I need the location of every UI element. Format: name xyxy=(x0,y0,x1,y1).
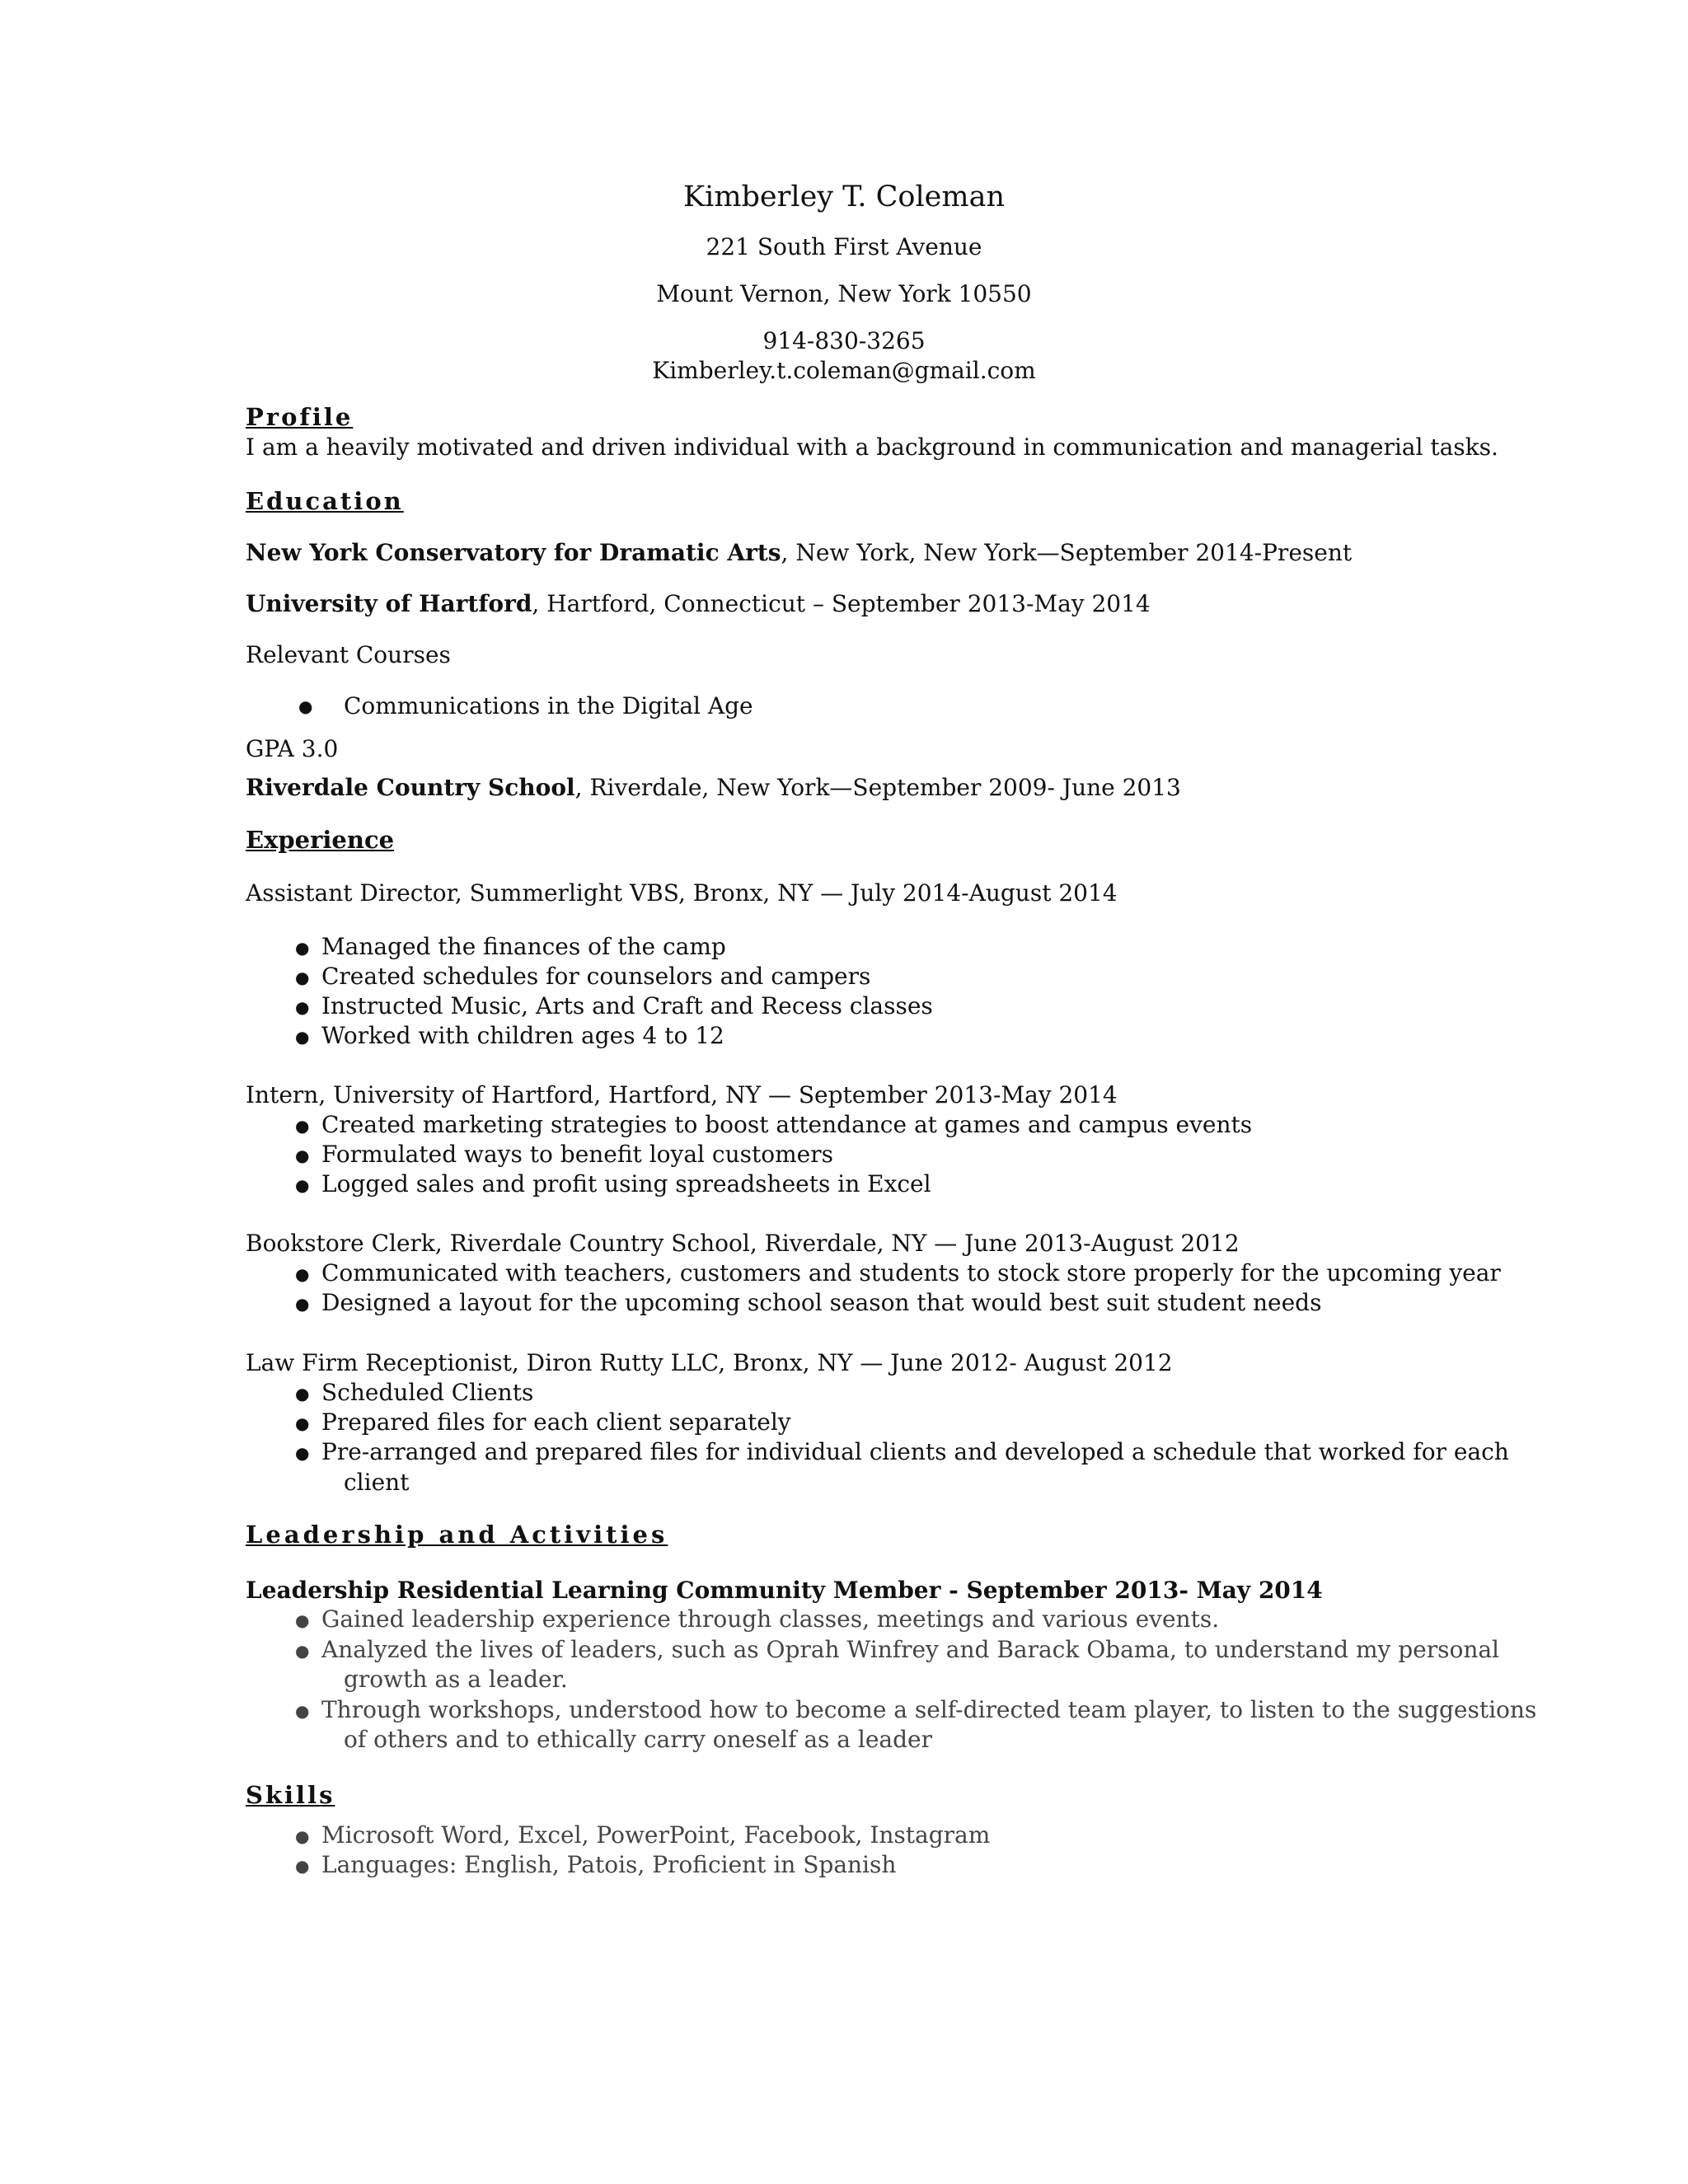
section-heading-profile: Profile xyxy=(246,403,354,431)
address-line-2: Mount Vernon, New York 10550 xyxy=(656,280,1032,307)
job-duty: Formulated ways to benefit loyal customers xyxy=(321,1141,833,1168)
job-duty: Pre-arranged and prepared files for individual clients and developed a schedule that worked for each xyxy=(321,1438,1509,1465)
section-heading-education: Education xyxy=(246,487,404,515)
section-heading-skills: Skills xyxy=(246,1781,335,1809)
school-details: , New York, New York—September 2014-Present xyxy=(781,539,1353,566)
job-duty-continuation: client xyxy=(344,1469,410,1496)
school-name: New York Conservatory for Dramatic Arts xyxy=(246,539,781,566)
bullet-dot: ● xyxy=(295,997,310,1017)
job-title-line: Law Firm Receptionist, Diron Rutty LLC, Bronx, NY — June 2012- August 2012 xyxy=(246,1349,1173,1376)
bullet-dot: ● xyxy=(295,1641,310,1661)
bullet-dot: ● xyxy=(298,696,313,716)
bullet-dot: ● xyxy=(295,1413,310,1433)
leadership-item: Analyzed the lives of leaders, such as Oprah Winfrey and Barack Obama, to understand my personal xyxy=(321,1636,1500,1663)
job-duty: Prepared files for each client separately xyxy=(321,1408,791,1436)
leadership-item: Gained leadership experience through classes, meetings and various events. xyxy=(321,1605,1220,1633)
phone: 914-830-3265 xyxy=(762,327,926,354)
job-title-line: Assistant Director, Summerlight VBS, Bronx, NY — July 2014-August 2014 xyxy=(246,879,1118,907)
leadership-item: Through workshops, understood how to become a self-directed team player, to listen to the suggestions xyxy=(321,1696,1537,1723)
leadership-item-continuation: of others and to ethically carry oneself as a leader xyxy=(344,1726,932,1753)
job-duty: Managed the finances of the camp xyxy=(321,933,726,960)
bullet-dot: ● xyxy=(295,1027,310,1047)
bullet-dot: ● xyxy=(295,1175,310,1195)
course-item: Communications in the Digital Age xyxy=(344,692,753,719)
bullet-dot: ● xyxy=(295,1443,310,1463)
bullet-dot: ● xyxy=(295,1116,310,1136)
leadership-item-continuation: growth as a leader. xyxy=(344,1666,568,1693)
skill-item: Microsoft Word, Excel, PowerPoint, Facebook, Instagram xyxy=(321,1821,991,1849)
section-heading-experience: Experience xyxy=(246,826,395,854)
job-duty: Worked with children ages 4 to 12 xyxy=(321,1022,724,1049)
leadership-role-title: Leadership Residential Learning Community Member - September 2013- May 2014 xyxy=(246,1577,1323,1604)
candidate-name: Kimberley T. Coleman xyxy=(683,180,1005,213)
education-entry-1 xyxy=(246,541,1352,565)
job-duty: Scheduled Clients xyxy=(321,1379,534,1406)
school-name: Riverdale Country School xyxy=(246,774,575,801)
job-duty: Created marketing strategies to boost attendance at games and campus events xyxy=(321,1111,1253,1138)
job-title-line: Intern, University of Hartford, Hartford, NY — September 2013-May 2014 xyxy=(246,1081,1118,1108)
leadership-role xyxy=(246,1579,1323,1602)
school-name: University of Hartford xyxy=(246,590,532,617)
bullet-dot: ● xyxy=(295,1294,310,1314)
job-title-line: Bookstore Clerk, Riverdale Country School, Riverdale, NY — June 2013-August 2012 xyxy=(246,1230,1240,1257)
bullet-dot: ● xyxy=(295,1264,310,1284)
bullet-dot: ● xyxy=(295,1701,310,1721)
address-line-1: 221 South First Avenue xyxy=(706,233,982,260)
education-entry-3 xyxy=(246,776,1181,799)
school-details: , Hartford, Connecticut – September 2013-May 2014 xyxy=(532,590,1151,617)
school-details: , Riverdale, New York—September 2009- June 2013 xyxy=(574,774,1181,801)
job-duty: Designed a layout for the upcoming school season that would best suit student needs xyxy=(321,1289,1322,1316)
gpa: GPA 3.0 xyxy=(246,735,339,762)
profile-text: I am a heavily motivated and driven individual with a background in communication and managerial tasks. xyxy=(246,434,1498,461)
skill-item: Languages: English, Patois, Proficient in Spanish xyxy=(321,1851,897,1878)
section-heading-leadership: Leadership and Activities xyxy=(246,1521,668,1549)
email: Kimberley.t.coleman@gmail.com xyxy=(652,357,1036,384)
bullet-dot: ● xyxy=(295,1610,310,1630)
education-entry-2 xyxy=(246,590,1151,617)
relevant-courses-label: Relevant Courses xyxy=(246,641,451,668)
bullet-dot: ● xyxy=(295,968,310,987)
bullet-dot: ● xyxy=(295,1384,310,1404)
job-duty: Instructed Music, Arts and Craft and Recess classes xyxy=(321,992,933,1019)
bullet-dot: ● xyxy=(295,1856,310,1876)
job-duty: Logged sales and profit using spreadsheets in Excel xyxy=(321,1170,931,1197)
bullet-dot: ● xyxy=(295,938,310,958)
bullet-dot: ● xyxy=(295,1826,310,1846)
bullet-dot: ● xyxy=(295,1146,310,1165)
job-duty: Communicated with teachers, customers and students to stock store properly for the upcoming year xyxy=(321,1259,1501,1286)
job-duty: Created schedules for counselors and campers xyxy=(321,963,871,990)
